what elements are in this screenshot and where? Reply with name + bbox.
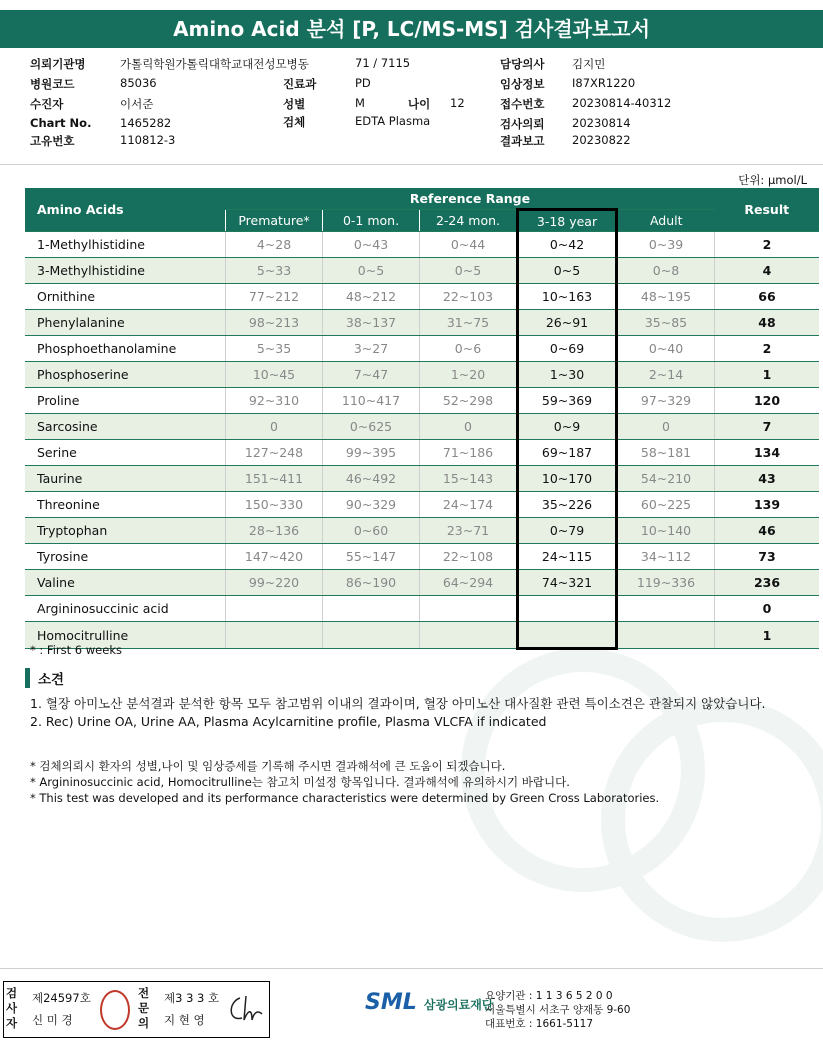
reference-value: 127~248 [226,440,323,466]
reference-value [518,622,617,649]
inspector-no: 제24597호 [32,991,91,1005]
sml-logo-text: SML [365,990,417,1015]
col-reference-range: Reference Range [226,188,715,210]
reference-value: 60~225 [617,492,715,518]
col-premature: Premature* [226,210,323,232]
reference-value: 10~163 [518,284,617,310]
sml-name: 삼광의료재단 [423,998,494,1012]
reference-value: 1~30 [518,362,617,388]
reference-value: 46~492 [323,466,420,492]
result-value: 73 [715,544,820,570]
reference-value [518,596,617,622]
reference-value: 48~195 [617,284,715,310]
reference-value: 31~75 [420,310,518,336]
reference-value: 0~69 [518,336,617,362]
dept-value: PD [355,76,371,90]
request-label: 검사의뢰 [500,117,545,131]
table-row [25,466,819,492]
amino-acid-name: Ornithine [25,284,226,310]
reference-value: 99~395 [323,440,420,466]
reference-value [226,622,323,649]
col-2-24-mon: 2-24 mon. [420,210,518,232]
reference-value: 3~27 [323,336,420,362]
reference-value: 24~174 [420,492,518,518]
amino-acid-name: Proline [25,388,226,414]
reference-value: 90~329 [323,492,420,518]
inspector-label: 검사자 [6,986,18,1030]
reference-value: 0~44 [420,232,518,258]
reference-value: 28~136 [226,518,323,544]
specialist-name: 지 현 영 [164,1013,205,1027]
table-row [25,388,819,414]
age-value: 12 [450,96,465,110]
seal-stamp-icon [100,990,130,1030]
reference-value: 147~420 [226,544,323,570]
reference-value: 0~60 [323,518,420,544]
reference-value: 0~39 [617,232,715,258]
reference-value: 110~417 [323,388,420,414]
receipt-label: 접수번호 [500,97,545,111]
table-row [25,570,819,596]
reference-value: 0~42 [518,232,617,258]
reference-value: 0 [420,414,518,440]
amino-acid-name: Homocitrulline [25,622,226,649]
table-row [25,492,819,518]
comment-line: 1. 혈장 아미노산 분석결과 분석한 항목 모두 참고범위 이내의 결과이며, 혈장 아미노산 대사질환 관련 특이소견은 관찰되지 않았습니다. [30,696,766,711]
reference-value: 0~5 [323,258,420,284]
table-row [25,518,819,544]
reference-value: 0~9 [518,414,617,440]
result-value: 139 [715,492,820,518]
signature-box [3,981,270,1038]
result-value: 120 [715,388,820,414]
receipt-value: 20230814-40312 [572,96,672,110]
reference-value: 92~310 [226,388,323,414]
amino-acid-table [25,188,819,650]
reference-value: 74~321 [518,570,617,596]
reference-value: 64~294 [420,570,518,596]
col-adult: Adult [617,210,715,232]
reference-value: 0~5 [420,258,518,284]
reference-value: 0~8 [617,258,715,284]
doctor-value: 김지민 [572,57,606,71]
specimen-value: EDTA Plasma [355,114,431,128]
table-row [25,622,819,649]
sml-logo [365,990,493,1015]
reference-value: 5~33 [226,258,323,284]
unique-label: 고유번호 [30,134,75,148]
reference-value: 54~210 [617,466,715,492]
reference-value: 23~71 [420,518,518,544]
reference-value [323,622,420,649]
reference-value: 119~336 [617,570,715,596]
reference-value: 0~5 [518,258,617,284]
chart-value: 1465282 [120,116,172,130]
code-label: 병원코드 [30,77,75,91]
reference-value: 4~28 [226,232,323,258]
sml-address [485,989,630,1031]
reference-value [617,596,715,622]
table-row [25,362,819,388]
result-value: 43 [715,466,820,492]
specimen-label: 검체 [283,115,306,129]
amino-acid-name: Valine [25,570,226,596]
reference-value: 2~14 [617,362,715,388]
amino-acid-name: Phosphoethanolamine [25,336,226,362]
table-row [25,284,819,310]
separator [0,164,823,165]
footer-separator [0,968,823,969]
reference-value: 71~186 [420,440,518,466]
amino-acid-name: Phosphoserine [25,362,226,388]
reference-value: 35~226 [518,492,617,518]
collector-label: 수진자 [30,97,64,111]
result-value: 46 [715,518,820,544]
col-amino-acids: Amino Acids [25,188,226,232]
hospital-label: 의뢰기관명 [30,57,86,71]
notes [30,758,659,806]
table-row [25,336,819,362]
hospital-extra: 71 / 7115 [355,56,411,70]
amino-acid-name: Phenylalanine [25,310,226,336]
result-value: 48 [715,310,820,336]
reference-value: 26~91 [518,310,617,336]
reference-value [420,596,518,622]
note-line: * Argininosuccinic acid, Homocitrulline는 참고치 미설정 항목입니다. 결과해석에 유의하시기 바랍니다. [30,775,570,789]
reference-value: 35~85 [617,310,715,336]
amino-acid-name: 1-Methylhistidine [25,232,226,258]
reference-value: 1~20 [420,362,518,388]
reference-value: 0~40 [617,336,715,362]
reference-value: 48~212 [323,284,420,310]
amino-acid-name: Tryptophan [25,518,226,544]
reference-value: 22~108 [420,544,518,570]
amino-acid-name: 3-Methylhistidine [25,258,226,284]
amino-acid-name: Argininosuccinic acid [25,596,226,622]
specialist-no: 제3 3 3 호 [164,991,220,1005]
reference-value: 0~43 [323,232,420,258]
amino-acid-name: Serine [25,440,226,466]
note-line: * This test was developed and its performance characteristics were determined by Green Cross Laboratories. [30,791,660,805]
reference-value: 15~143 [420,466,518,492]
reference-value: 0~6 [420,336,518,362]
table-row [25,544,819,570]
reference-value: 0 [226,414,323,440]
report-label: 결과보고 [500,134,545,148]
collector-value: 이서준 [120,97,154,111]
request-value: 20230814 [572,116,631,130]
reference-value: 150~330 [226,492,323,518]
reference-value: 77~212 [226,284,323,310]
unit-label: 단위: μmol/L [738,173,807,187]
reference-value: 34~112 [617,544,715,570]
reference-value: 151~411 [226,466,323,492]
reference-value: 86~190 [323,570,420,596]
specialist-label: 전문의 [138,986,150,1030]
col-result: Result [715,188,820,232]
result-value: 66 [715,284,820,310]
result-value: 0 [715,596,820,622]
table-footnote: * : First 6 weeks [30,643,122,657]
result-value: 2 [715,336,820,362]
sex-label: 성별 [283,97,306,111]
reference-value: 97~329 [617,388,715,414]
reference-value: 38~137 [323,310,420,336]
reference-value: 0~79 [518,518,617,544]
amino-acid-name: Tyrosine [25,544,226,570]
table-row [25,310,819,336]
amino-acid-name: Sarcosine [25,414,226,440]
table-row [25,414,819,440]
reference-value: 10~140 [617,518,715,544]
reference-value [420,622,518,649]
reference-value: 22~103 [420,284,518,310]
reference-value: 55~147 [323,544,420,570]
reference-value [617,622,715,649]
amino-acid-name: Taurine [25,466,226,492]
table-row [25,440,819,466]
col-3-18-year: 3-18 year [518,210,617,232]
inspector-name: 신 미 경 [32,1013,73,1027]
sml-line: 서울특별시 서초구 양재동 9-60 [485,1004,631,1016]
reference-value: 0 [617,414,715,440]
reference-value: 24~115 [518,544,617,570]
code-value: 85036 [120,76,157,90]
report-value: 20230822 [572,133,631,147]
reference-value: 58~181 [617,440,715,466]
result-value: 4 [715,258,820,284]
table-row [25,232,819,258]
result-value: 1 [715,362,820,388]
reference-value: 69~187 [518,440,617,466]
unique-value: 110812-3 [120,133,176,147]
reference-value: 7~47 [323,362,420,388]
table-row [25,596,819,622]
reference-value [323,596,420,622]
note-line: * 검체의뢰시 환자의 성별,나이 및 임상증세를 기록해 주시면 결과해석에 큰 도움이 되겠습니다. [30,759,506,773]
sml-line: 대표번호 : 1661-5117 [485,1018,594,1030]
report-title: Amino Acid 분석 [P, LC/MS-MS] 검사결과보고서 [0,10,823,48]
sex-value: M [355,96,365,110]
findings-heading: 소견 [25,668,64,688]
comment-line: 2. Rec) Urine OA, Urine AA, Plasma Acylcarnitine profile, Plasma VLCFA if indicated [30,714,547,729]
dept-label: 진료과 [283,77,317,91]
reference-value: 59~369 [518,388,617,414]
chart-label: Chart No. [30,116,92,130]
reference-value: 99~220 [226,570,323,596]
result-value: 1 [715,622,820,649]
table-row [25,258,819,284]
amino-acid-name: Threonine [25,492,226,518]
reference-value: 5~35 [226,336,323,362]
reference-value: 52~298 [420,388,518,414]
result-value: 134 [715,440,820,466]
sml-line: 요양기관 : 1 1 3 6 5 2 0 0 [485,990,613,1002]
reference-value: 98~213 [226,310,323,336]
reference-value: 10~45 [226,362,323,388]
col-0-1-mon: 0-1 mon. [323,210,420,232]
doctor-label: 담당의사 [500,57,545,71]
findings-comments [30,695,766,731]
reference-value: 0~625 [323,414,420,440]
clinical-label: 임상정보 [500,77,545,91]
result-value: 7 [715,414,820,440]
result-value: 236 [715,570,820,596]
result-value: 2 [715,232,820,258]
reference-value [226,596,323,622]
reference-value: 10~170 [518,466,617,492]
signature-icon [226,992,264,1026]
age-label: 나이 [408,97,431,111]
hospital-value: 가톨릭학원가톨릭대학교대전성모병동 [120,57,309,71]
clinical-value: I87XR1220 [572,76,636,90]
